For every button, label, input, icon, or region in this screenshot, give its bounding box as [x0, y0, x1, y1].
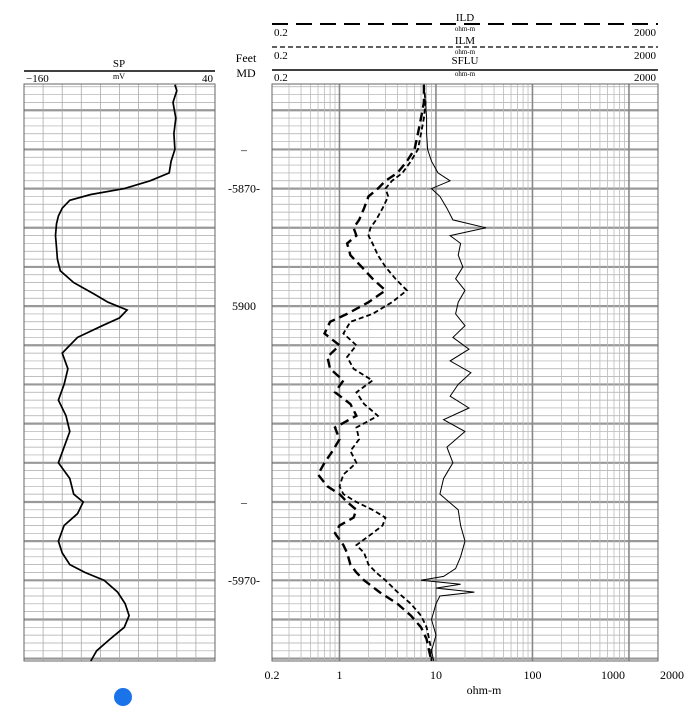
header-scale-right-ild: 2000 [634, 27, 656, 39]
header-name-sflu: SFLU [451, 55, 479, 67]
sp-scale-right: 40 [202, 73, 213, 85]
resistivity-x-axis-label: ohm-m [466, 683, 502, 697]
header-unit-ilm: ohm-m [454, 48, 476, 56]
sp-track [24, 58, 215, 661]
header-scale-left-ild: 0.2 [274, 27, 288, 39]
sp-unit-label: mV [113, 72, 125, 81]
depth-header-feet: Feet [235, 51, 257, 65]
sp-curve [56, 85, 177, 661]
sp-grid [24, 84, 215, 661]
depth-label: – [241, 494, 247, 509]
resistivity-grid [272, 84, 658, 661]
depth-track [228, 51, 260, 587]
header-name-ild: ILD [455, 12, 475, 24]
depth-header-md: MD [236, 66, 256, 80]
depth-label: 5900 [232, 299, 256, 314]
header-unit-ild: ohm-m [454, 25, 476, 33]
bottom-tick-label: 10 [429, 668, 442, 682]
bottom-tick-label: 2000 [660, 668, 684, 682]
header-scale-left-sflu: 0.2 [274, 72, 288, 84]
header-scale-left-ilm: 0.2 [274, 50, 288, 62]
header-name-ilm: ILM [454, 35, 476, 47]
header-scale-right-ilm: 2000 [634, 50, 656, 62]
resistivity-headers [272, 12, 658, 84]
bottom-tick-label: 0.2 [264, 668, 280, 682]
bottom-tick-label: 100 [523, 668, 542, 682]
resistivity-track [265, 12, 685, 697]
blue-dot-marker [114, 688, 132, 706]
depth-label: -5870- [228, 181, 260, 196]
curve-sflu [421, 85, 486, 661]
sp-scale-left: −160 [26, 73, 49, 85]
resistivity-bottom-ticks [265, 668, 685, 682]
header-unit-sflu: ohm-m [454, 70, 476, 78]
sp-curve-name: SP [112, 58, 126, 70]
resistivity-curves [318, 85, 486, 661]
depth-label: -5970- [228, 573, 260, 588]
depth-label: – [241, 142, 247, 157]
depth-labels [228, 142, 260, 587]
header-scale-right-sflu: 2000 [634, 72, 656, 84]
bottom-tick-label: 1 [336, 668, 343, 682]
bottom-tick-label: 1000 [600, 668, 625, 682]
